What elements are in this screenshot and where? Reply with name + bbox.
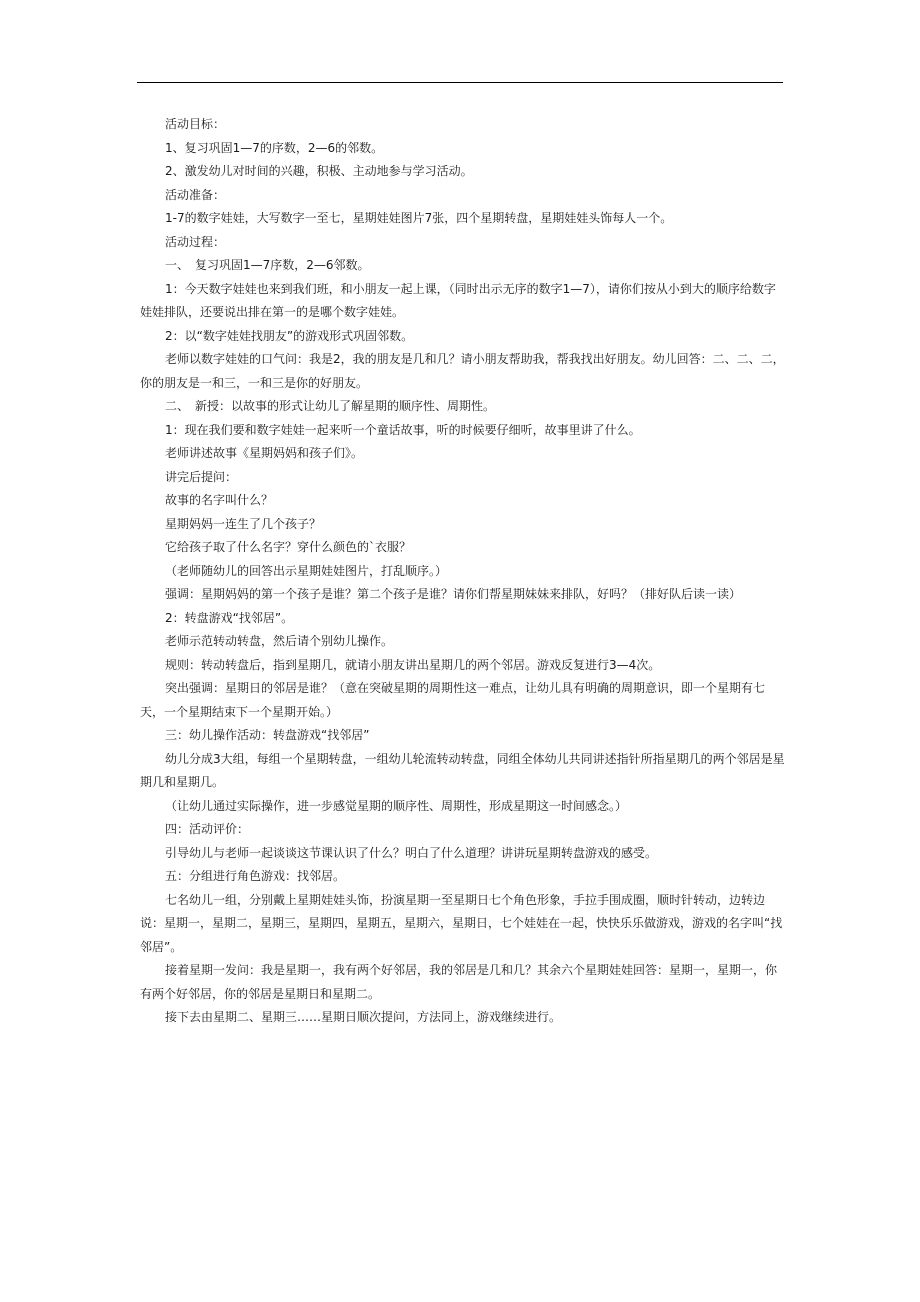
objective-item: 2、激发幼儿对时间的兴趣，积极、主动地参与学习活动。 bbox=[165, 164, 473, 178]
section-heading: 五：分组进行角色游戏：找邻居。 bbox=[165, 869, 346, 883]
paragraph: 幼儿分成3大组，每组一个星期转盘，一组幼儿轮流转动转盘，同组全体幼儿共同讲述指针所指星期几的两个邻居是星期几和星期几。 bbox=[140, 751, 785, 789]
paragraph: 七名幼儿一组，分别戴上星期娃娃头饰，扮演星期一至星期日七个角色形象，手拉手围成圈，顺时针转动，边转边说：星期一，星期二，星期三，星期四，星期五，星期六，星期日，七个娃娃在一起，快快乐乐做游戏，游戏的名字叫“找邻居”。 bbox=[140, 892, 783, 954]
heading-process: 活动过程： bbox=[165, 234, 226, 249]
objective-item: 1、复习巩固1—7的序数，2—6的邻数。 bbox=[165, 140, 384, 155]
section-heading: 二、 新授：以故事的形式让幼儿了解星期的顺序性、周期性。 bbox=[165, 399, 496, 413]
paragraph: 1：今天数字娃娃也来到我们班，和小朋友一起上课，（同时出示无序的数字1—7），请你们按从小到大的顺序给数字娃娃排队，还要说出排在第一的是哪个数字娃娃。 bbox=[140, 281, 776, 319]
paragraph: 接着星期一发问：我是星期一，我有两个好邻居，我的邻居是几和几？其余六个星期娃娃回答：星期一，星期一，你有两个好邻居，你的邻居是星期日和星期二。 bbox=[140, 963, 778, 1001]
header-rule bbox=[137, 82, 783, 83]
heading-preparation: 活动准备： bbox=[165, 187, 226, 202]
paragraph: 接下去由星期二、星期三……星期日顺次提问，方法同上，游戏继续进行。 bbox=[165, 1010, 562, 1024]
paragraph: 1：现在我们要和数字娃娃一起来听一个童话故事，听的时候要仔细听，故事里讲了什么。 bbox=[165, 422, 641, 437]
paragraph: 讲完后提问： bbox=[165, 469, 238, 484]
paragraph: 强调：星期妈妈的第一个孩子是谁？第二个孩子是谁？请你们帮星期妹妹来排队，好吗？（排好队后读一读） bbox=[165, 587, 742, 601]
paragraph: 老师讲述故事《星期妈妈和孩子们》。 bbox=[165, 446, 364, 460]
paragraph: 2：转盘游戏“找邻居”。 bbox=[165, 610, 294, 625]
paragraph: 老师示范转动转盘，然后请个别幼儿操作。 bbox=[165, 634, 394, 648]
section-heading: 一、 复习巩固1—7序数，2—6邻数。 bbox=[165, 258, 370, 272]
preparation-text: 1-7的数字娃娃，大写数字一至七，星期娃娃图片7张，四个星期转盘，星期娃娃头饰每人一个。 bbox=[165, 211, 673, 225]
paragraph: 老师以数字娃娃的口气问：我是2，我的朋友是几和几？请小朋友帮助我，帮我找出好朋友。幼儿回答：二、二、二，你的朋友是一和三，一和三是你的好朋友。 bbox=[140, 352, 785, 390]
paragraph: （老师随幼儿的回答出示星期娃娃图片，打乱顺序。） bbox=[165, 563, 448, 578]
document-body bbox=[140, 113, 785, 1030]
paragraph: 2：以“数字娃娃找朋友”的游戏形式巩固邻数。 bbox=[165, 328, 414, 343]
paragraph: 规则：转动转盘后，指到星期几，就请小朋友讲出星期几的两个邻居。游戏反复进行3—4次。 bbox=[165, 657, 661, 672]
question: 它给孩子取了什么名字？穿什么颜色的`衣服？ bbox=[165, 540, 412, 554]
paragraph: 突出强调：星期日的邻居是谁？（意在突破星期的周期性这一难点，让幼儿具有明确的周期意识，即一个星期有七天，一个星期结束下一个星期开始。） bbox=[140, 681, 766, 719]
question: 故事的名字叫什么？ bbox=[165, 493, 274, 507]
paragraph: 引导幼儿与老师一起谈谈这节课认识了什么？明白了什么道理？讲讲玩星期转盘游戏的感受。 bbox=[165, 845, 658, 860]
section-heading: 三：幼儿操作活动：转盘游戏“找邻居” bbox=[165, 728, 370, 742]
question: 星期妈妈一连生了几个孩子？ bbox=[165, 516, 322, 531]
section-heading: 四：活动评价： bbox=[165, 822, 250, 836]
paragraph: （让幼儿通过实际操作，进一步感觉星期的顺序性、周期性，形成星期这一时间感念。） bbox=[165, 798, 628, 813]
heading-objectives: 活动目标： bbox=[165, 117, 226, 131]
